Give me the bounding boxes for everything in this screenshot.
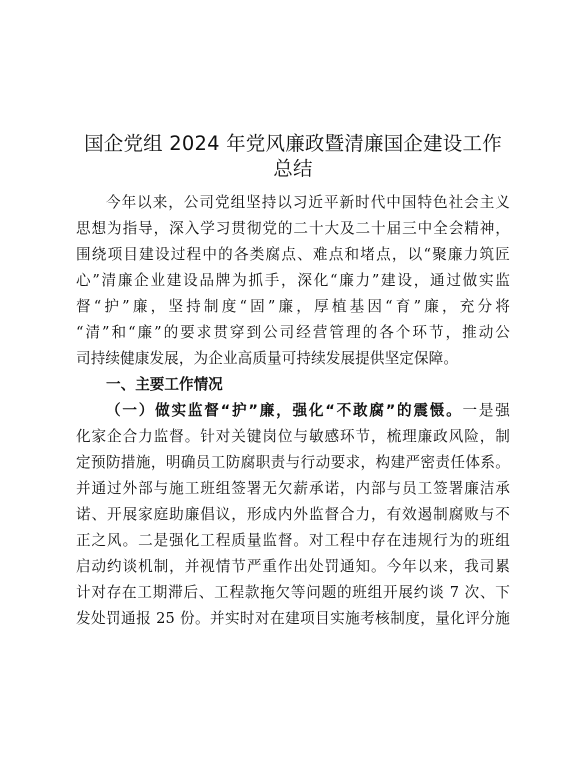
body-line: 发处罚通报 25 份。并实时对在建项目实施考核制度，量化评分施 <box>76 610 510 627</box>
intro-line: 司持续健康发展，为企业高质量可持续发展提供坚定保障。 <box>76 350 459 367</box>
section-heading: 一、主要工作情况 <box>106 376 223 393</box>
intro-line: 围绕项目建设过程中的各类腐点、难点和堵点，以“聚廉力筑匠 <box>76 246 510 263</box>
body-line: 定预防措施，明确员工防腐职责与行动要求，构建严密责任体系。 <box>76 454 510 471</box>
subsection-heading: （一）做实监督“护”廉，强化“不敢腐”的震慑。 <box>106 402 463 419</box>
intro-line: 今年以来，公司党组坚持以习近平新时代中国特色社会主义 <box>106 194 510 211</box>
document-title-line-1: 国企党组 2024 年党风廉政暨清廉国企建设工作 <box>84 132 502 155</box>
intro-line: 督“护”廉，坚持制度“固”廉，厚植基因“育”廉，充分将 <box>76 298 510 315</box>
body-line: 启动约谈机制，并视情节严重作出处罚通知。今年以来，我司累 <box>76 558 510 575</box>
body-line: 诺、开展家庭助廉倡议，形成内外监督合力，有效遏制腐败与不 <box>76 506 510 523</box>
body-line: 正之风。二是强化工程质量监督。对工程中存在违规行为的班组 <box>76 532 510 549</box>
body-line: 计对存在工期滞后、工程款拖欠等问题的班组开展约谈 7 次、下 <box>76 584 510 601</box>
body-line: 化家企合力监督。针对关键岗位与敏感环节，梳理廉政风险，制 <box>76 428 510 445</box>
intro-line: 心”清廉企业建设品牌为抓手，深化“廉力”建设，通过做实监 <box>76 272 510 289</box>
intro-line: 思想为指导，深入学习贯彻党的二十大及二十届三中全会精神， <box>76 220 510 237</box>
subsection-first-line <box>106 401 510 421</box>
intro-line: “清”和“廉”的要求贯穿到公司经营管理的各个环节，推动公 <box>76 324 510 341</box>
document-title-line-2: 总结 <box>273 157 313 180</box>
subsection-first-line-rest: 一是强 <box>462 402 510 419</box>
body-line: 并通过外部与施工班组签署无欠薪承诺，内部与员工签署廉洁承 <box>76 480 510 497</box>
